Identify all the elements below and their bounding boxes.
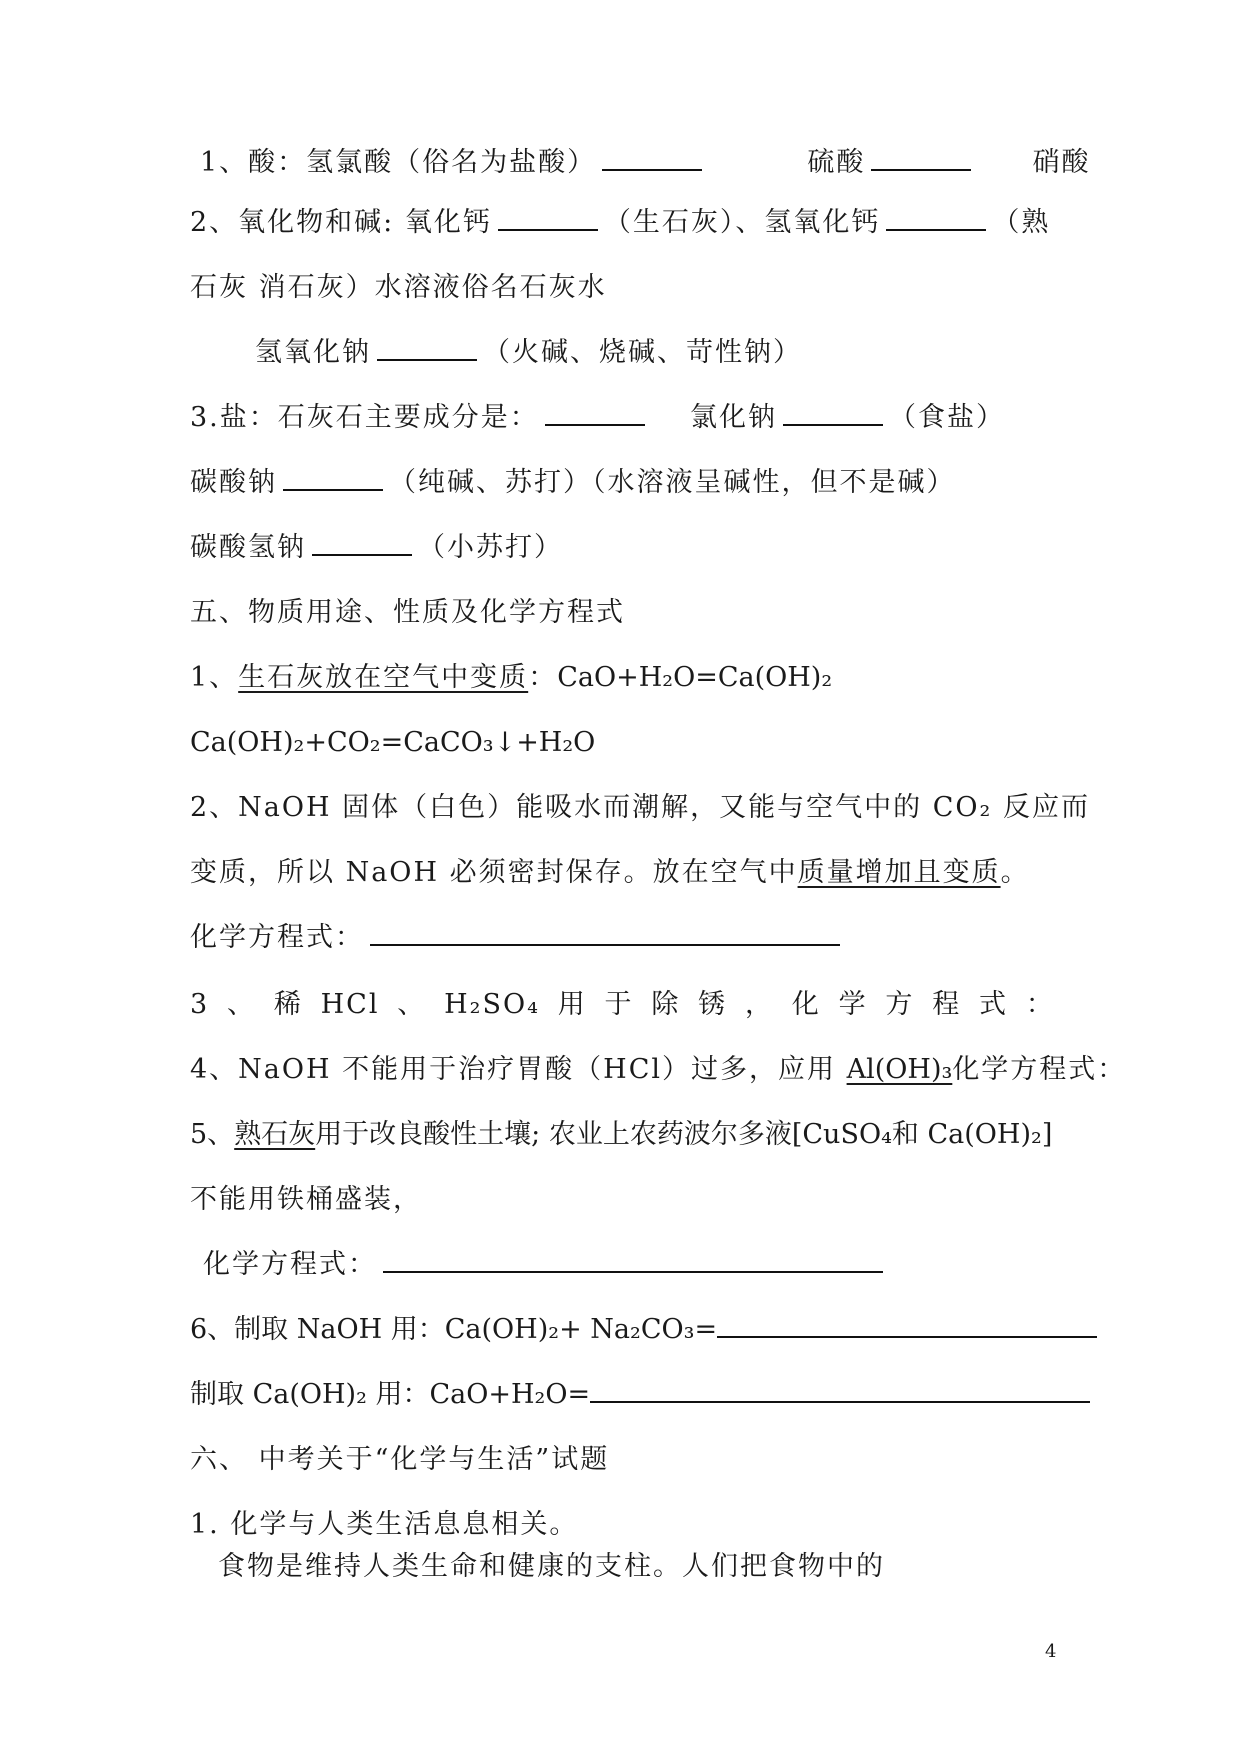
- item6b-line: [190, 1375, 1096, 1415]
- item3-part: 锈: [698, 989, 728, 1020]
- item3-part: 学: [838, 989, 868, 1020]
- item2-line-1: 2、NaOH 固体（白色）能吸水而潮解，又能与空气中的 CO₂ 反应而: [190, 792, 1090, 823]
- item5-equation-blank: [383, 1245, 883, 1273]
- item1-num: 1、: [190, 662, 239, 693]
- base-mid: （生石灰）、氢氧化钙: [603, 207, 881, 238]
- item3-part: 稀: [273, 989, 303, 1020]
- caco3-blank: [545, 398, 645, 426]
- item1-line: [190, 658, 832, 698]
- item6b-pre: 制取 Ca(OH)₂ 用：CaO+H₂O=: [190, 1379, 591, 1410]
- eq2-line: Ca(OH)₂+CO₂=CaCO₃↓+H₂O: [190, 727, 596, 758]
- item3-part: 化: [791, 989, 821, 1020]
- item3-part: 方: [885, 989, 915, 1020]
- section6-title: 六、 中考关于“化学与生活”试题: [190, 1444, 610, 1475]
- nahco3-label: 碳酸氢钠: [190, 532, 306, 563]
- item1-colon: ：: [528, 662, 558, 693]
- section5-title: 五、物质用途、性质及化学方程式: [190, 597, 625, 628]
- item4-underlined: Al(OH)₃: [846, 1054, 953, 1085]
- item5-equation-label: 化学方程式：: [203, 1249, 377, 1280]
- item5-line-2: 不能用铁桶盛装，: [190, 1184, 422, 1215]
- nacl-label: 氯化钠: [689, 402, 777, 433]
- item5-num: 5、: [190, 1119, 235, 1150]
- item5-equation-line: [203, 1245, 889, 1285]
- page-number: 4: [1045, 1641, 1057, 1662]
- nahco3-blank: [312, 528, 412, 556]
- item5-rest: 用于改良酸性土壤; 农业上农药波尔多液[CuSO₄和 Ca(OH)₂]: [315, 1119, 1053, 1150]
- salt-line: [190, 398, 1005, 438]
- item3-part: 除: [651, 989, 681, 1020]
- item4-pre: 4、NaOH 不能用于治疗胃酸（HCl）过多，应用: [190, 1054, 847, 1085]
- item3-part: 、: [397, 989, 427, 1020]
- acid-prefix: 1、酸：氢氯酸（俗名为盐酸）: [200, 147, 597, 178]
- item3-part: ：: [1025, 989, 1055, 1020]
- item2-underlined: 质量增加且变质: [797, 857, 1001, 888]
- item6b-blank: [590, 1375, 1090, 1403]
- naoh-names: （火碱、烧碱、苛性钠）: [483, 337, 802, 368]
- naoh-label: 氢氧化钠: [255, 337, 371, 368]
- item2-pre: 变质，所以 NaOH 必须密封保存。放在空气中: [190, 857, 798, 888]
- q1-line: 1. 化学与人类生活息息相关。: [190, 1509, 579, 1540]
- nahco3-name: （小苏打）: [418, 532, 563, 563]
- q1-line-2: 食物是维持人类生命和健康的支柱。人们把食物中的: [218, 1551, 885, 1582]
- base-end: （熟: [992, 207, 1051, 238]
- caoh2-blank: [886, 203, 986, 231]
- item3-part: ，: [744, 989, 774, 1020]
- item3-part: 、: [227, 989, 256, 1020]
- item2-end: 。: [1000, 857, 1030, 888]
- base-line-1: [190, 203, 1050, 243]
- equation-label: 化学方程式：: [190, 922, 364, 953]
- base-prefix: 2、氧化物和碱: 氧化钙: [190, 207, 492, 238]
- item4-end: 化学方程式：: [952, 1054, 1127, 1085]
- na2co3-names: （纯碱、苏打）（水溶液呈碱性，但不是碱）: [389, 467, 956, 498]
- na2co3-line: [190, 463, 956, 503]
- base-line-2: 石灰 消石灰）水溶液俗名石灰水: [190, 272, 607, 303]
- item3-part: 于: [604, 989, 634, 1020]
- salt-prefix: 3.盐：石灰石主要成分是：: [190, 402, 539, 433]
- item6-blank: [717, 1310, 1097, 1338]
- naoh-blank: [377, 333, 477, 361]
- acid-line: [200, 143, 1091, 183]
- item3-part: 程: [932, 989, 962, 1020]
- equation-cao-water: CaO+H₂O=Ca(OH)₂: [557, 662, 833, 693]
- na2co3-label: 碳酸钠: [190, 467, 277, 498]
- nacl-name: （食盐）: [888, 402, 1005, 433]
- item6-pre: 6、制取 NaOH 用：Ca(OH)₂+ Na₂CO₃=: [190, 1314, 718, 1345]
- item4-line: [190, 1050, 1126, 1090]
- item3-part: 用: [557, 989, 587, 1020]
- item2-equation-line: [190, 918, 846, 958]
- sulfuric-label: 硫酸: [807, 147, 866, 178]
- cao-blank: [498, 203, 598, 231]
- sulfuric-blank: [871, 143, 971, 171]
- item5-line-1: [190, 1115, 1052, 1155]
- item3-part: 3: [190, 989, 210, 1020]
- nahco3-line: [190, 528, 563, 568]
- item3-part: HCl: [320, 989, 380, 1020]
- naoh-line: [255, 333, 802, 373]
- nitric-label: 硝酸: [1032, 147, 1091, 178]
- hcl-blank: [602, 143, 702, 171]
- item5-underlined: 熟石灰: [234, 1119, 316, 1150]
- nacl-blank: [783, 398, 883, 426]
- item2-equation-blank: [370, 918, 840, 946]
- item1-underlined: 生石灰放在空气中变质: [238, 662, 529, 693]
- item3-line: [190, 985, 1055, 1025]
- item3-part: H₂SO₄: [444, 989, 540, 1020]
- item3-part: 式: [979, 989, 1009, 1020]
- item6-line: [190, 1310, 1103, 1350]
- na2co3-blank: [283, 463, 383, 491]
- item2-line-2: [190, 853, 1030, 893]
